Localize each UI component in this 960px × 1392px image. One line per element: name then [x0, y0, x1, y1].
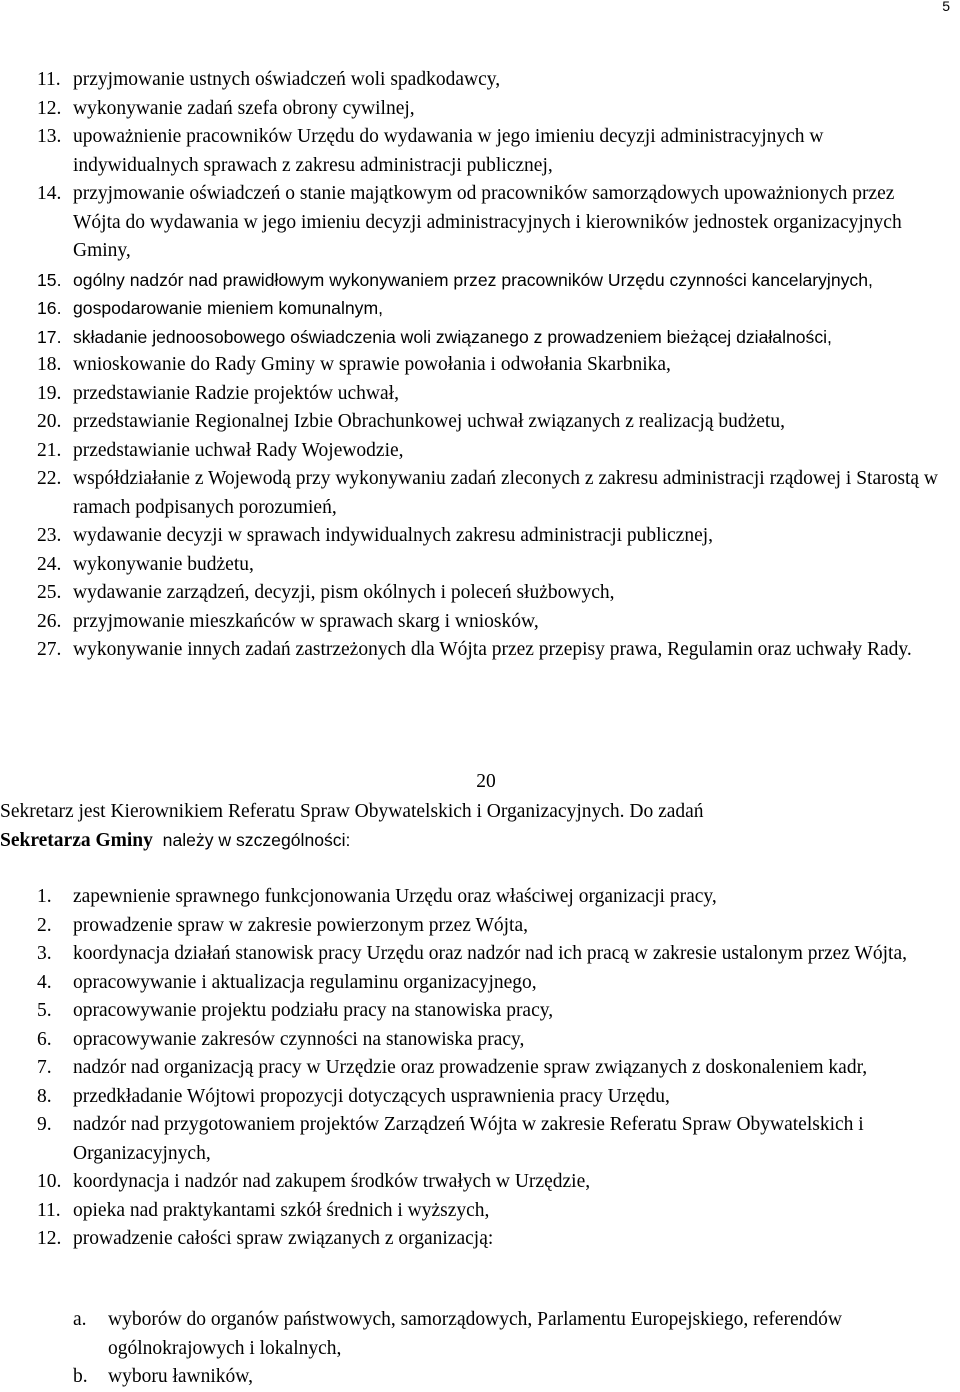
list-item-text: przyjmowanie ustnych oświadczeń woli spadkodawcy,	[73, 69, 501, 90]
list-item	[0, 437, 960, 466]
list-item	[0, 551, 960, 580]
section-intro	[0, 797, 930, 855]
list-item	[0, 1225, 960, 1254]
list-item-text: prowadzenie całości spraw związanych z organizacją:	[73, 1228, 494, 1249]
list-item-number: 2.	[37, 914, 52, 936]
list-item	[0, 1168, 960, 1197]
duties-list-wojt	[0, 66, 960, 665]
list-item-number: 27.	[37, 639, 62, 660]
list-item-text: wyborów do organów państwowych, samorządowych, Parlamentu Europejskiego, referendów ogólnokrajowych i lokalnych,	[108, 1309, 842, 1359]
list-item	[0, 1111, 960, 1168]
list-item-text: wydawanie decyzji w sprawach indywidualnych zakresu administracji publicznej,	[73, 525, 714, 546]
duties-list-sekretarz	[0, 883, 960, 1254]
list-item	[0, 465, 960, 522]
list-item	[0, 294, 960, 323]
list-item-number: b.	[73, 1366, 88, 1387]
list-item-text: opieka nad praktykantami szkół średnich i wyższych,	[73, 1199, 490, 1221]
list-item-text: nadzór nad przygotowaniem projektów Zarządzeń Wójta w zakresie Referatu Spraw Obywatelskich i Organizacyjnych,	[73, 1114, 864, 1164]
list-item	[0, 912, 960, 941]
list-item-text: przedstawianie Regionalnej Izbie Obrachunkowej uchwał związanych z realizacją budżetu,	[73, 411, 785, 432]
list-item	[0, 266, 960, 295]
page-number: 5	[942, 0, 950, 14]
list-item-number: a.	[73, 1309, 87, 1330]
list-item	[0, 66, 960, 95]
list-item-number: 8.	[37, 1085, 52, 1107]
list-item-number: 14.	[37, 183, 62, 204]
list-item	[0, 1026, 960, 1055]
list-item-number: 19.	[37, 382, 62, 404]
list-item	[0, 123, 960, 180]
list-item-number: 1.	[37, 886, 52, 907]
section-number: 20	[476, 771, 496, 792]
list-item-text: składanie jednoosobowego oświadczenia woli związanego z prowadzeniem bieżącej działalności,	[73, 326, 832, 347]
list-item-text: zapewnienie sprawnego funkcjonowania Urzędu oraz właściwej organizacji pracy,	[73, 886, 717, 907]
list-item	[0, 351, 960, 380]
list-item-number: 11.	[37, 1199, 61, 1221]
list-item-text: wykonywanie zadań szefa obrony cywilnej,	[73, 97, 415, 119]
list-item-text: opracowywanie i aktualizacja regulaminu organizacyjnego,	[73, 971, 537, 993]
list-item-text: przedstawianie uchwał Rady Wojewodzie,	[73, 439, 404, 461]
list-item-text: wyboru ławników,	[108, 1366, 253, 1387]
list-item	[0, 95, 960, 124]
list-item	[0, 1083, 960, 1112]
list-item	[0, 636, 960, 665]
list-item-number: 11.	[37, 69, 61, 90]
list-item-text: upoważnienie pracowników Urzędu do wydawania w jego imieniu decyzji administracyjnych w indywidualnych sprawach z zakresu administracji publicznej,	[73, 126, 824, 176]
list-item-number: 12.	[37, 1228, 62, 1249]
list-item-number: 12.	[37, 97, 62, 119]
list-item	[0, 883, 960, 912]
list-item-number: 9.	[37, 1114, 52, 1135]
list-item-number: 7.	[37, 1057, 52, 1078]
list-item-text: nadzór nad organizacją pracy w Urzędzie oraz prowadzenie spraw związanych z doskonaleniem kadr,	[73, 1057, 868, 1078]
list-item-text: przyjmowanie mieszkańców w sprawach skarg i wniosków,	[73, 610, 539, 632]
list-item-number: 13.	[37, 126, 62, 147]
list-item-text: opracowywanie zakresów czynności na stanowiska pracy,	[73, 1028, 525, 1050]
list-item-number: 22.	[37, 468, 62, 489]
list-item	[0, 380, 960, 409]
list-item-number: 24.	[37, 553, 62, 575]
list-item-number: 10.	[37, 1171, 62, 1192]
sublist-item	[0, 1306, 960, 1363]
list-item	[0, 180, 960, 266]
list-item-number: 21.	[37, 439, 62, 461]
list-item	[0, 1197, 960, 1226]
list-item-number: 5.	[37, 1000, 52, 1021]
sublist-item	[0, 1363, 960, 1392]
list-item-text: koordynacja i nadzór nad zakupem środków trwałych w Urzędzie,	[73, 1171, 591, 1192]
list-item	[0, 969, 960, 998]
list-item-text: wnioskowanie do Rady Gminy w sprawie powołania i odwołania Skarbnika,	[73, 354, 671, 375]
list-item-number: 20.	[37, 411, 62, 432]
list-item	[0, 522, 960, 551]
list-item-text: opracowywanie projektu podziału pracy na stanowiska pracy,	[73, 1000, 554, 1021]
list-item-text: gospodarowanie mieniem komunalnym,	[73, 298, 384, 318]
list-item-number: 6.	[37, 1028, 52, 1050]
intro-text: Sekretarz jest Kierownikiem Referatu Spraw Obywatelskich i Organizacyjnych. Do zadań	[0, 801, 704, 822]
list-item	[0, 1054, 960, 1083]
duties-sublist	[0, 1306, 960, 1392]
list-item-number: 16.	[37, 298, 62, 318]
list-item	[0, 408, 960, 437]
list-item	[0, 579, 960, 608]
list-item-text: współdziałanie z Wojewodą przy wykonywaniu zadań zleconych z zakresu administracji rządowej i Starostą w ramach podpisanych porozumień,	[73, 468, 938, 518]
list-item	[0, 323, 960, 352]
list-item-number: 3.	[37, 943, 52, 964]
list-item-text: przyjmowanie oświadczeń o stanie majątkowym od pracowników samorządowych upoważnionych przez Wójta do wydawania w jego imieniu decyzji administracyjnych i kierowników jednostek organizacyjnych Gminy,	[73, 183, 902, 261]
list-item-number: 23.	[37, 525, 62, 546]
intro-tail: należy w szczególności:	[162, 830, 351, 850]
list-item-text: wykonywanie budżetu,	[73, 553, 254, 575]
list-item-text: przedkładanie Wójtowi propozycji dotyczących usprawnienia pracy Urzędu,	[73, 1085, 670, 1107]
list-item-number: 26.	[37, 610, 62, 632]
list-item-text: wydawanie zarządzeń, decyzji, pism okólnych i poleceń służbowych,	[73, 582, 615, 603]
list-item-number: 25.	[37, 582, 62, 603]
list-item-text: koordynacja działań stanowisk pracy Urzędu oraz nadzór nad ich pracą w zakresie ustalonym przez Wójta,	[73, 943, 907, 964]
list-item-text: przedstawianie Radzie projektów uchwał,	[73, 382, 399, 404]
list-item	[0, 997, 960, 1026]
list-item	[0, 940, 960, 969]
list-item	[0, 608, 960, 637]
list-item-number: 17.	[37, 326, 62, 347]
list-item-text: ogólny nadzór nad prawidłowym wykonywaniem przez pracowników Urzędu czynności kancelaryjnych,	[73, 269, 873, 290]
list-item-number: 18.	[37, 354, 62, 375]
list-item-text: prowadzenie spraw w zakresie powierzonym przez Wójta,	[73, 914, 528, 936]
list-item-number: 15.	[37, 269, 62, 290]
list-item-number: 4.	[37, 971, 52, 993]
intro-bold-title: Sekretarza Gminy	[0, 830, 153, 851]
list-item-text: wykonywanie innych zadań zastrzeżonych dla Wójta przez przepisy prawa, Regulamin oraz uchwały Rady.	[73, 639, 912, 660]
section-heading	[0, 768, 960, 797]
